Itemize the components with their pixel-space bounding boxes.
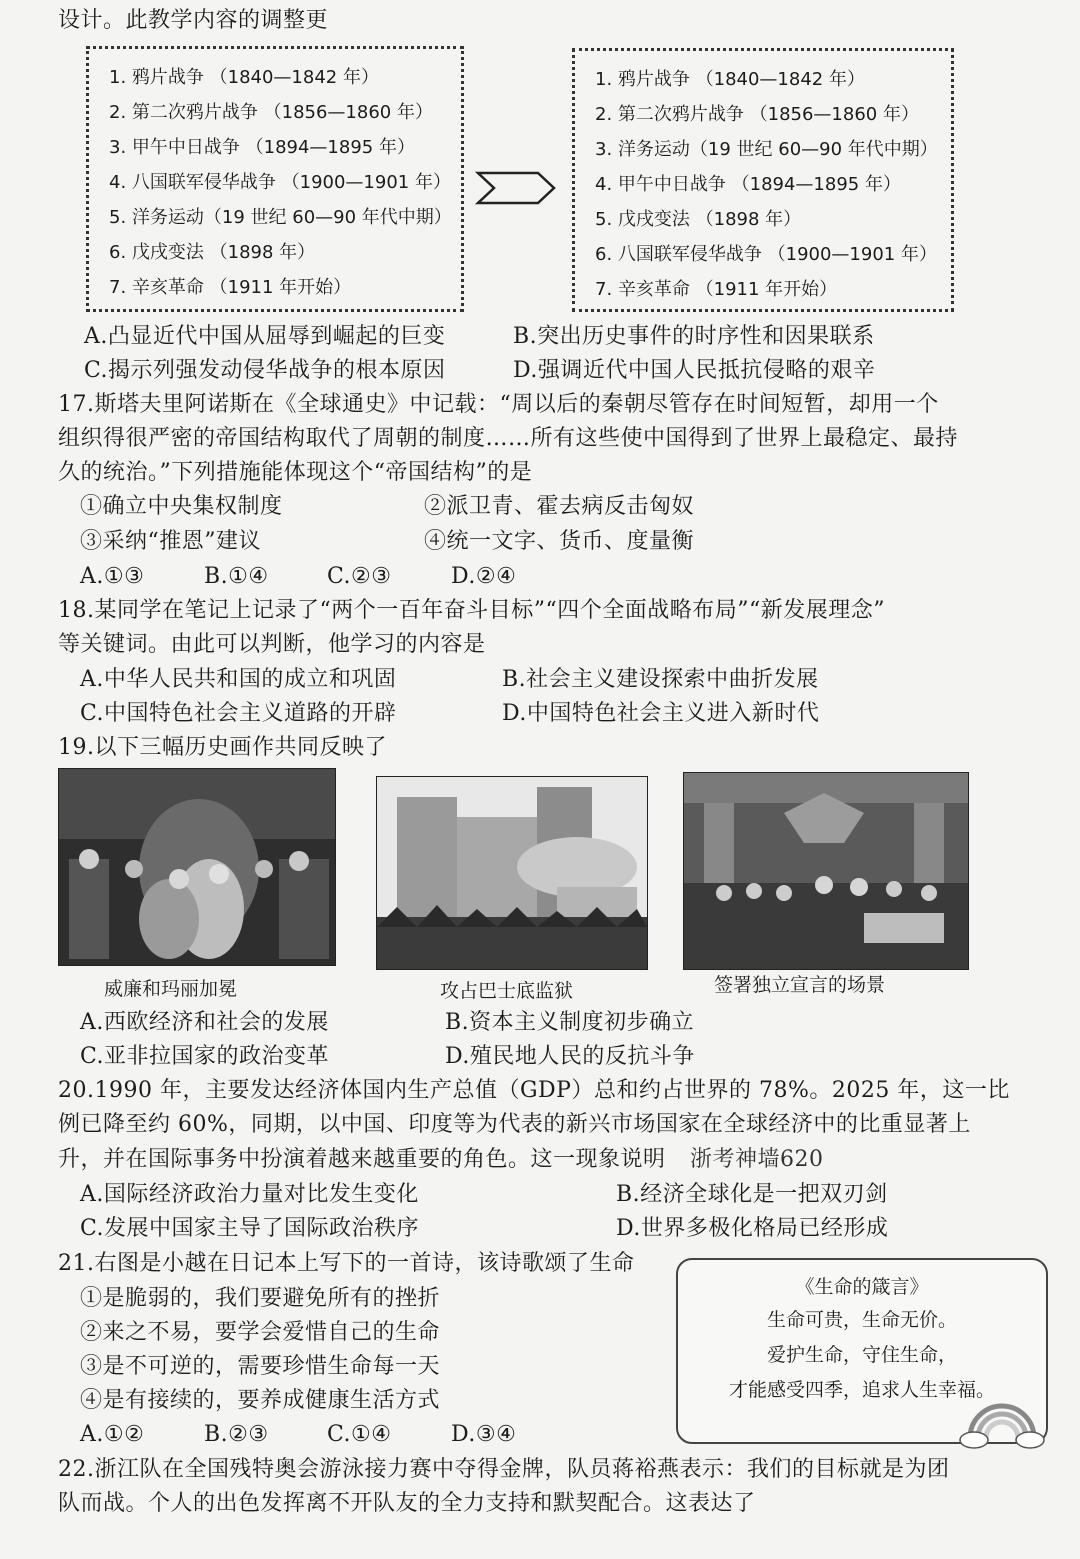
option-a: A.凸显近代中国从屈辱到崛起的巨变 [84,324,446,349]
poem-line: 生命可贵，生命无价。 [766,1309,957,1331]
caption-declaration: 签署独立宣言的场景 [714,974,886,996]
option-a: A.国际经济政治力量对比发生变化 [80,1182,419,1207]
option-b: B.突出历史事件的时序性和因果联系 [513,324,875,349]
timeline-box-before [86,46,464,312]
question-text: 等关键词。由此可以判断，他学习的内容是 [58,632,486,657]
statement: ④是有接续的，要养成健康生活方式 [80,1388,441,1413]
question-text: 20.1990 年，主要发达经济体国内生产总值（GDP）总和约占世界的 78%。2025 年，这一比 [58,1078,1010,1103]
option-d: D.③④ [451,1422,517,1447]
poem-line: 才能感受四季，追求人生幸福。 [728,1379,995,1401]
box-after-item: 6. 八国联军侵华战争 （1900—1901 年） [595,244,937,265]
statement: ④统一文字、货币、度量衡 [424,529,695,554]
statement: ②来之不易，要学会爱惜自己的生命 [80,1320,441,1345]
painting-declaration-signing [683,772,969,970]
poem-title: 《生命的箴言》 [795,1276,929,1298]
question-text: 例已降至约 60%，同期，以中国、印度等为代表的新兴市场国家在全球经济中的比重显著上 [58,1112,971,1137]
statement: ①是脆弱的，我们要避免所有的挫折 [80,1286,441,1311]
option-a: A.西欧经济和社会的发展 [80,1010,329,1035]
option-a: A.①③ [80,564,145,589]
box-before-item: 7. 辛亥革命 （1911 年开始） [109,277,352,298]
intro-line: 设计。此教学内容的调整更 [58,8,329,33]
option-d: D.世界多极化格局已经形成 [616,1216,889,1241]
caption-coronation: 威廉和玛丽加冕 [104,978,238,1000]
statement: ①确立中央集权制度 [80,494,283,519]
box-before-item: 4. 八国联军侵华战争 （1900—1901 年） [109,172,451,193]
painting-coronation [58,768,336,966]
box-after-item: 1. 鸦片战争 （1840—1842 年） [595,69,865,90]
box-after-item: 3. 洋务运动（19 世纪 60—90 年代中期） [595,139,938,160]
question-text: 22.浙江队在全国残特奥会游泳接力赛中夺得金牌，队员蒋裕燕表示：我们的目标就是为团 [58,1457,950,1482]
question-text: 升，并在国际事务中扮演着越来越重要的角色。这一现象说明 [58,1147,666,1172]
question-text: 队而战。个人的出色发挥离不开队友的全力支持和默契配合。这表达了 [58,1491,756,1516]
option-b: B.社会主义建设探索中曲折发展 [502,667,819,692]
caption-bastille: 攻占巴士底监狱 [440,980,574,1002]
option-a: A.中华人民共和国的成立和巩固 [80,667,397,692]
box-after-item: 5. 戊戌变法 （1898 年） [595,209,802,230]
box-before-item: 2. 第二次鸦片战争 （1856—1860 年） [109,102,433,123]
question-text: 19.以下三幅历史画作共同反映了 [58,735,387,760]
watermark: 浙考神墙620 [690,1147,824,1172]
box-after-item: 2. 第二次鸦片战争 （1856—1860 年） [595,104,919,125]
arrow-right-icon [474,170,558,206]
poem-line: 爱护生命，守住生命， [766,1344,957,1366]
option-c: C.中国特色社会主义道路的开辟 [80,701,397,726]
statement: ②派卫青、霍去病反击匈奴 [424,494,695,519]
rainbow-icon [956,1390,1048,1450]
statement: ③采纳“推恩”建议 [80,529,261,554]
option-b: B.经济全球化是一把双刃剑 [616,1182,888,1207]
statement: ③是不可逆的，需要珍惜生命每一天 [80,1354,441,1379]
option-c: C.发展中国家主导了国际政治秩序 [80,1216,420,1241]
question-text: 18.某同学在笔记上记录了“两个一百年奋斗目标”“四个全面战略布局”“新发展理念” [58,598,885,623]
option-b: B.①④ [204,564,269,589]
option-c: C.①④ [327,1422,392,1447]
box-before-item: 5. 洋务运动（19 世纪 60—90 年代中期） [109,207,452,228]
box-before-item: 3. 甲午中日战争 （1894—1895 年） [109,137,415,158]
option-d: D.殖民地人民的反抗斗争 [445,1044,695,1069]
option-b: B.②③ [204,1422,269,1447]
question-text: 久的统治。”下列措施能体现这个“帝国结构”的是 [58,460,533,485]
option-d: D.强调近代中国人民抵抗侵略的艰辛 [513,358,876,383]
option-d: D.中国特色社会主义进入新时代 [502,701,820,726]
question-text: 21.右图是小越在日记本上写下的一首诗，该诗歌颂了生命 [58,1251,635,1276]
timeline-box-after [572,48,954,312]
option-c: C.揭示列强发动侵华战争的根本原因 [84,358,446,383]
box-after-item: 7. 辛亥革命 （1911 年开始） [595,279,838,300]
box-before-item: 1. 鸦片战争 （1840—1842 年） [109,67,379,88]
option-c: C.②③ [327,564,392,589]
option-a: A.①② [80,1422,145,1447]
option-d: D.②④ [451,564,517,589]
option-c: C.亚非拉国家的政治变革 [80,1044,330,1069]
option-b: B.资本主义制度初步确立 [445,1010,695,1035]
box-after-item: 4. 甲午中日战争 （1894—1895 年） [595,174,901,195]
question-text: 17.斯塔夫里阿诺斯在《全球通史》中记载：“周以后的秦朝尽管存在时间短暂，却用一个 [58,392,939,417]
painting-bastille [376,776,648,970]
question-text: 组织得很严密的帝国结构取代了周朝的制度……所有这些使中国得到了世界上最稳定、最持 [58,426,959,451]
box-before-item: 6. 戊戌变法 （1898 年） [109,242,316,263]
